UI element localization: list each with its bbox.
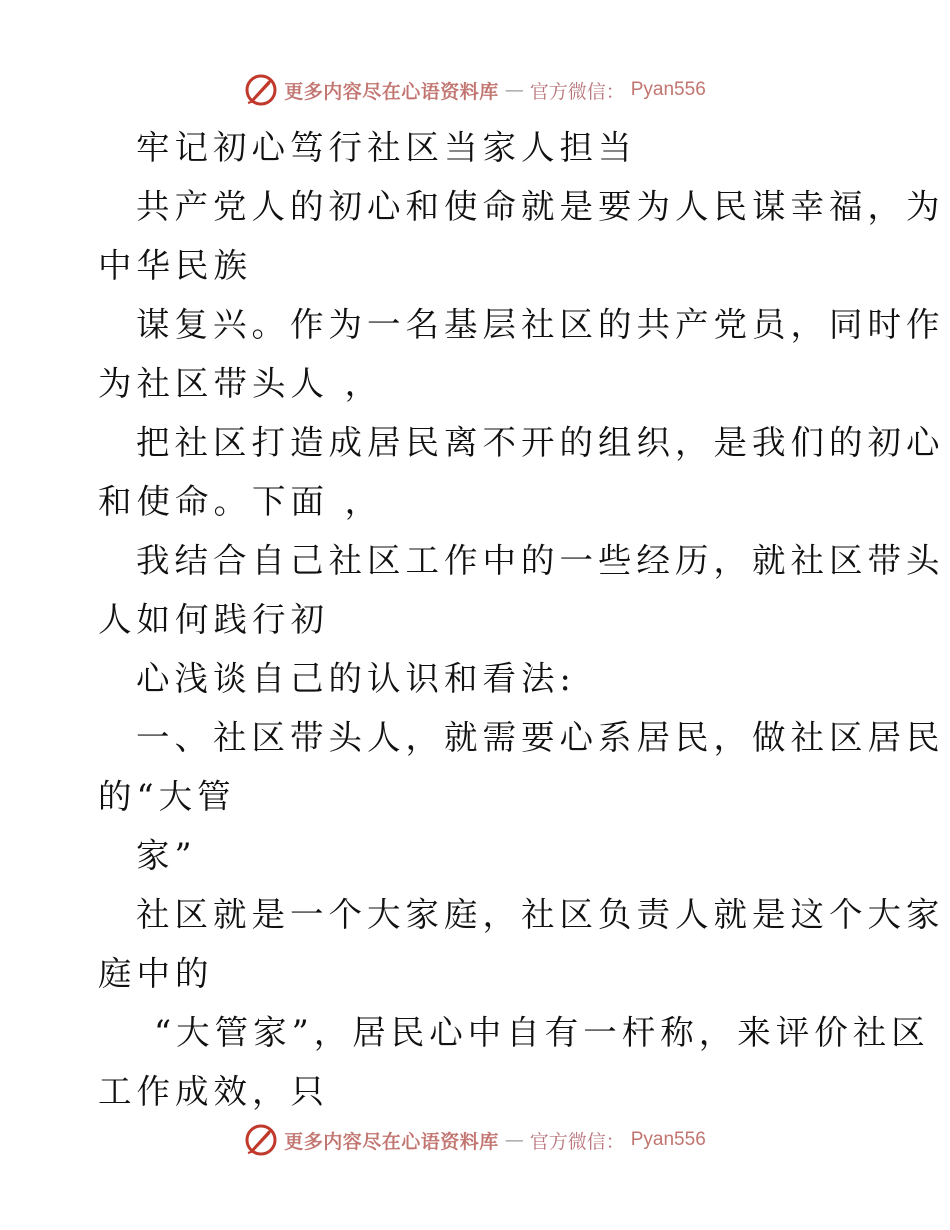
text-line: 庭中的 <box>98 954 214 993</box>
quill-logo-icon <box>244 73 278 107</box>
text-line: “大管家”，居民心中自有一杆称，来评价社区 <box>154 1013 930 1052</box>
text-line: 共产党人的初心和使命就是要为人民谋幸福，为 <box>136 187 945 226</box>
text-line: 家” <box>136 836 197 875</box>
banner-wechat-label: 官方微信： <box>529 1130 625 1153</box>
text-line: 谋复兴。作为一名基层社区的共产党员，同时作 <box>136 305 945 344</box>
banner-wechat-id: Pyan556 <box>630 1129 706 1150</box>
text-line: 人如何践行初 <box>98 600 329 639</box>
text-line: 一、社区带头人，就需要心系居民，做社区居民 <box>136 718 945 757</box>
text-line: 我结合自己社区工作中的一些经历，就社区带头 <box>136 541 945 580</box>
text-line: 心浅谈自己的认识和看法: <box>136 659 576 698</box>
header-watermark-banner <box>0 70 950 110</box>
text-line: 把社区打造成居民离不开的组织，是我们的初心 <box>136 423 945 462</box>
banner-wechat-label: 官方微信： <box>529 80 625 103</box>
text-line: 牢记初心笃行社区当家人担当 <box>136 128 637 167</box>
text-line: 的“大管 <box>98 777 236 816</box>
quill-logo-icon <box>244 1123 278 1157</box>
banner-brand-text: 更多内容尽在心语资料库 <box>284 80 499 103</box>
banner-wechat-id: Pyan556 <box>630 79 706 100</box>
banner-dash: — <box>504 1129 524 1151</box>
text-line: 为社区带头人 ， <box>98 364 384 403</box>
text-line: 社区就是一个大家庭，社区负责人就是这个大家 <box>136 895 945 934</box>
text-line: 和使命。下面 ， <box>98 482 384 521</box>
document-body <box>98 118 945 1121</box>
text-line: 中华民族 <box>98 246 252 285</box>
banner-brand-text: 更多内容尽在心语资料库 <box>284 1130 499 1153</box>
banner-dash: — <box>504 79 524 101</box>
text-line: 工作成效，只 <box>98 1072 329 1111</box>
footer-watermark-banner <box>0 1120 950 1160</box>
